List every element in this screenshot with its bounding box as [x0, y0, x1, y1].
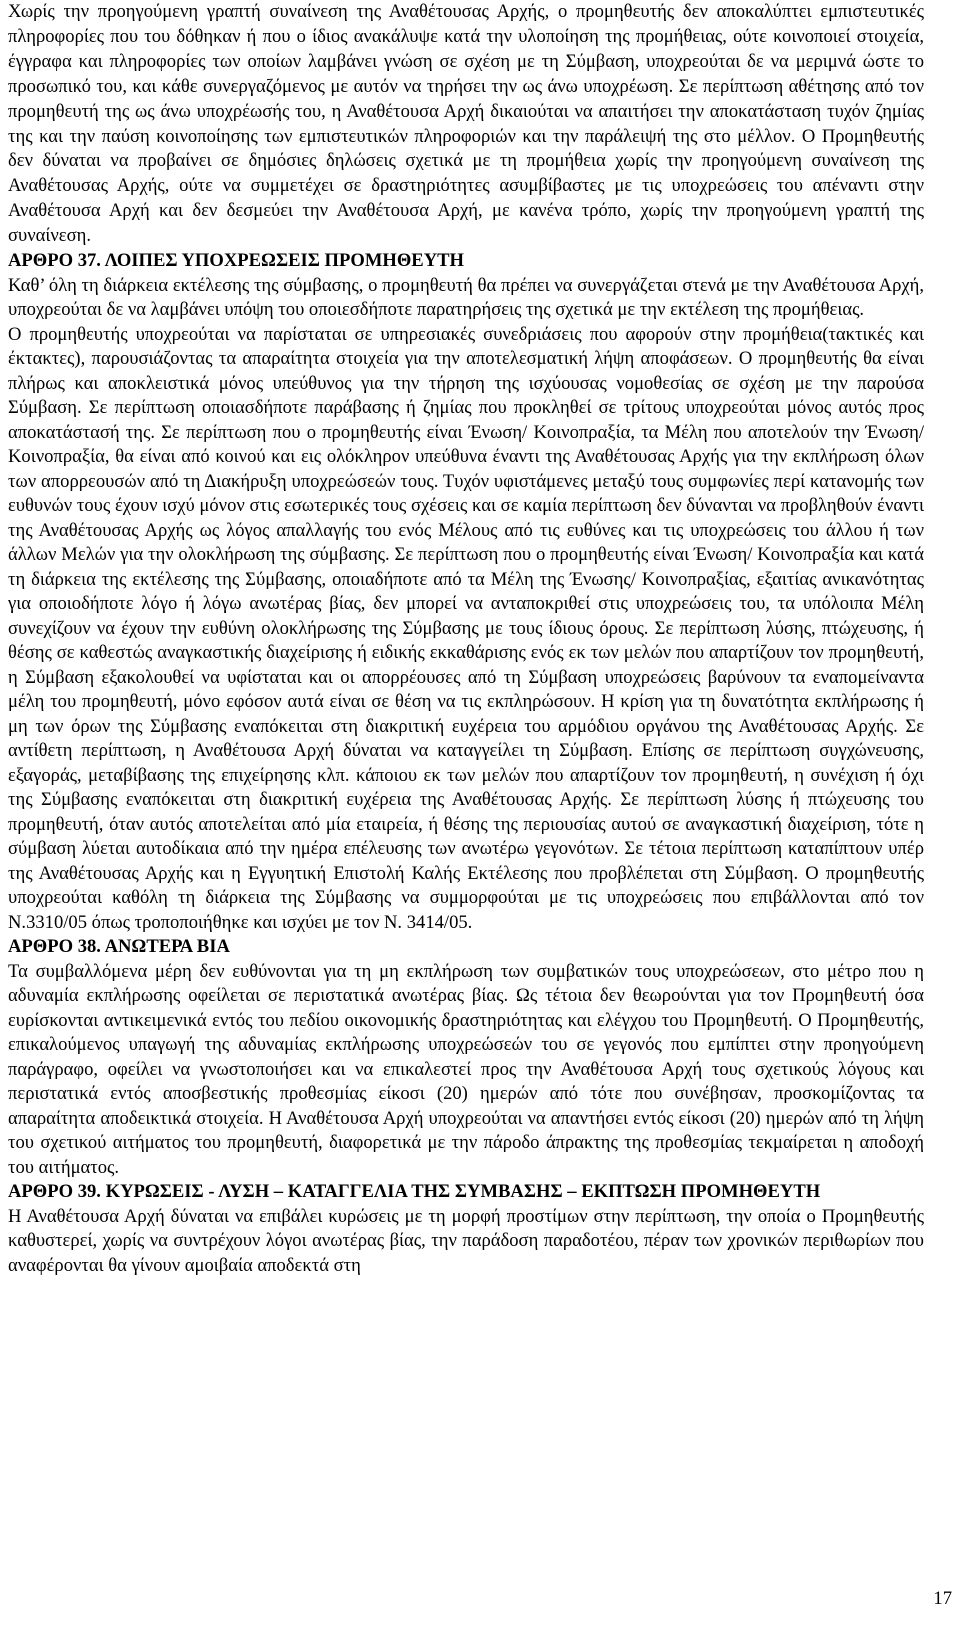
article-37-paragraph-2: Ο προμηθευτής υποχρεούται να παρίσταται σε υπηρεσιακές συνεδριάσεις που αφορούν στην προμήθεια(τακτικές και έκτακτες), παρουσιάζοντας τα απαραίτητα στοιχεία για την αποτελεσματική λήψη αποφάσεων. Ο προμηθευτής θα είναι πλήρως και αποκλειστικά μόνος υπεύθυνος για την τήρηση της ισχύουσας νομοθεσίας σε σχέση με την παρούσα Σύμβαση. Σε περίπτωση οποιασδήποτε παράβασης ή ζημίας που προκληθεί σε τρίτους υποχρεούται μόνος αυτός προς αποκατάστασή της. Σε περίπτωση που ο προμηθευτής είναι Ένωση/ Κοινοπραξία, τα Μέλη που αποτελούν την Ένωση/ Κοινοπραξία, θα είναι από κοινού και εις ολόκληρον υπεύθυνα έναντι της Αναθέτουσας Αρχής για την εκπλήρωση όλων των απορρεουσών από τη Διακήρυξη υποχρεώσεών τους. Τυχόν υφιστάμενες μεταξύ τους συμφωνίες περί κατανομής των ευθυνών τους έχουν ισχύ μόνον στις εσωτερικές τους σχέσεις και σε καμία περίπτωση δεν δύνανται να προβληθούν έναντι της Αναθέτουσας Αρχής ως λόγος απαλλαγής του ενός Μέλους από τις ευθύνες και τις υποχρεώσεις του άλλου ή των άλλων Μελών για την ολοκλήρωση της σύμβασης. Σε περίπτωση που ο προμηθευτής είναι Ένωση/ Κοινοπραξία και κατά τη διάρκεια της εκτέλεσης της Σύμβασης, οποιαδήποτε από τα Μέλη της Ένωσης/ Κοινοπραξίας, εξαιτίας ανικανότητας για οποιοδήποτε λόγο ή λόγω ανωτέρας βίας, δεν μπορεί να ανταποκριθεί στις υποχρεώσεις του, τα υπόλοιπα Μέλη συνεχίζουν να έχουν την ευθύνη ολοκλήρωσης της Σύμβασης με τους ίδιους όρους. Σε περίπτωση λύσης, πτώχευσης, ή θέσης σε καθεστώς αναγκαστικής διαχείρισης ή ειδικής εκκαθάρισης ενός εκ των μελών που απαρτίζουν τον προμηθευτή, η Σύμβαση εξακολουθεί να υφίσταται και οι απορρέουσες από τη Σύμβαση υποχρεώσεις βαρύνουν τα εναπομείναντα μέλη του προμηθευτή, μόνο εφόσον αυτά είναι σε θέση να τις εκπληρώσουν. Η κρίση για τη δυνατότητα εκπλήρωσης ή μη των όρων της Σύμβασης εναπόκειται στη διακριτική ευχέρεια του αρμόδιου οργάνου της Αναθέτουσας Αρχής. Σε αντίθετη περίπτωση, η Αναθέτουσα Αρχή δύναται να καταγγείλει τη Σύμβαση. Επίσης σε περίπτωση συγχώνευσης, εξαγοράς, μεταβίβασης της επιχείρησης κλπ. κάποιου εκ των μελών που απαρτίζουν τον προμηθευτή, η συνέχιση ή όχι της Σύμβασης εναπόκειται στη διακριτική ευχέρεια της Αναθέτουσας Αρχής. Σε περίπτωση λύσης ή πτώχευσης του προμηθευτή, όταν αυτός αποτελείται από μία εταιρεία, ή θέσης της περιουσίας αυτού σε αναγκαστική διαχείριση, τότε η σύμβαση λύεται αυτοδίκαια από την ημέρα επέλευσης των ανωτέρω γεγονότων. Σε τέτοια περίπτωση καταπίπτουν υπέρ της Αναθέτουσας Αρχής και η Εγγυητική Επιστολή Καλής Εκτέλεσης που προβλέπεται στη Σύμβαση. Ο προμηθευτής υποχρεούται καθόλη τη διάρκεια της Σύμβασης να συμμορφούται με τις υποχρεώσεις που επιβάλλονται από τον Ν.3310/05 όπως τροποποιήθηκε και ισχύει με τον Ν. 3414/05. [8, 323, 924, 933]
article-38-paragraph-1: Τα συμβαλλόμενα μέρη δεν ευθύνονται για τη μη εκπλήρωση των συμβατικών τους υποχρεώσεων, στο μέτρο που η αδυναμία εκπλήρωσης οφείλεται σε περιστατικά ανωτέρας βίας. Ως τέτοια δεν θεωρούνται για τον Προμηθευτή όσα ευρίσκονται αντικειμενικά εντός του πεδίου οικονομικής δραστηριότητας και ελέγχου του Προμηθευτή. Ο Προμηθευτής, επικαλούμενος υπαγωγή της αδυναμίας εκπλήρωσης υποχρεώσεών του σε γεγονός που εμπίπτει στην προηγούμενη παράγραφο, οφείλει να γνωστοποιήσει και να επικαλεστεί προς την Αναθέτουσα Αρχή τους σχετικούς λόγους και περιστατικά εντός αποσβεστικής προθεσμίας είκοσι (20) ημερών από τότε που συνέβησαν, προσκομίζοντας τα απαραίτητα αποδεικτικά στοιχεία. Η Αναθέτουσα Αρχή υποχρεούται να απαντήσει εντός είκοσι (20) ημερών από τη λήψη του σχετικού αιτήματος του προμηθευτή, διαφορετικά με την πάροδο άπρακτης της προθεσμίας τεκμαίρεται η αποδοχή του αιτήματος. [8, 960, 924, 1178]
article-39-heading: ΑΡΘΡΟ 39. ΚΥΡΩΣΕΙΣ - ΛΥΣΗ – ΚΑΤΑΓΓΕΛΙΑ ΤΗΣ ΣΥΜΒΑΣΗΣ – ΕΚΠΤΩΣΗ ΠΡΟΜΗΘΕΥΤΗ [8, 1181, 821, 1203]
article-38-heading: ΑΡΘΡΟ 38. ΑΝΩΤΕΡΑ ΒΙΑ [8, 936, 230, 958]
confidentiality-paragraph: Χωρίς την προηγούμενη γραπτή συναίνεση της Αναθέτουσας Αρχής, ο προμηθευτής δεν αποκαλύπτει εμπιστευτικές πληροφορίες που του δόθηκαν ή που ο ίδιος ανακάλυψε κατά την υλοποίηση της προμήθειας, ούτε κοινοποιεί στοιχεία, έγγραφα και πληροφορίες των οποίων λαμβάνει γνώση σε σχέση με τη Σύμβαση, υποχρεούται δε να μεριμνά ώστε το προσωπικό του, και κάθε συνεργαζόμενος με αυτόν να τηρήσει την ως άνω υποχρέωση. Σε περίπτωση αθέτησης από τον προμηθευτή της ως άνω υποχρέωσής του, η Αναθέτουσα Αρχή δικαιούται να απαιτήσει την αποκατάσταση τυχόν ζημίας της και την παύση κοινοποίησης των εμπιστευτικών πληροφοριών και την παράλειψή της στο μέλλον. Ο Προμηθευτής δεν δύναται να προβαίνει σε δημόσιες δηλώσεις σχετικά με τη προμήθεια χωρίς την προηγούμενη συναίνεση της Αναθέτουσας Αρχής, ούτε να συμμετέχει σε δραστηριότητες ασυμβίβαστες με τις υποχρεώσεις του απέναντι στην Αναθέτουσα Αρχή και δεν δεσμεύει την Αναθέτουσα Αρχή, με κανένα τρόπο, χωρίς την προηγούμενη γραπτή της συναίνεση. [8, 1, 924, 247]
page-number: 17 [933, 1588, 952, 1609]
article-37-heading: ΑΡΘΡΟ 37. ΛΟΙΠΕΣ ΥΠΟΧΡΕΩΣΕΙΣ ΠΡΟΜΗΘΕΥΤΗ [8, 250, 464, 272]
article-37-paragraph-1: Καθ’ όλη τη διάρκεια εκτέλεσης της σύμβασης, ο προμηθευτή θα πρέπει να συνεργάζεται στενά με την Αναθέτουσα Αρχή, υποχρεούται δε να λαμβάνει υπόψη του οποιεσδήποτε παρατηρήσεις της σχετικά με την εκτέλεση της προμήθειας. [8, 274, 924, 321]
article-39-paragraph-1: Η Αναθέτουσα Αρχή δύναται να επιβάλει κυρώσεις με τη μορφή προστίμων στην περίπτωση, την οποία ο Προμηθευτής καθυστερεί, χωρίς να συντρέχουν λόγοι ανωτέρας βίας, την παράδοση παραδοτέου, πέραν των χρονικών περιθωρίων που αναφέρονται θα γίνουν αμοιβαία αποδεκτά στη [8, 1205, 924, 1276]
document-page [8, 0, 924, 1278]
